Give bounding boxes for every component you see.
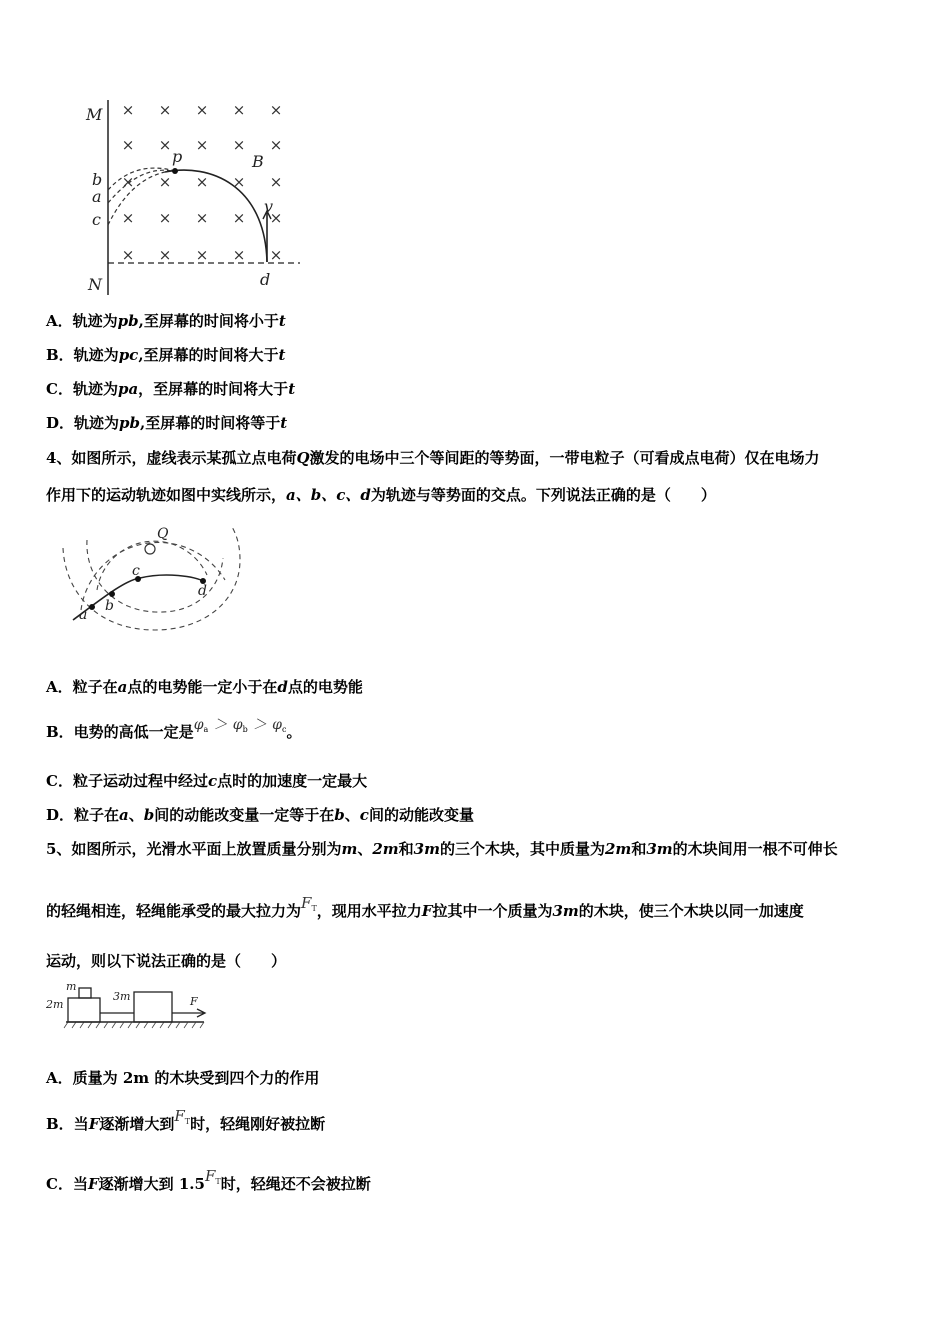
field-cross: × xyxy=(269,209,283,227)
label-m: m xyxy=(66,983,77,993)
field-cross: × xyxy=(232,173,246,191)
field-cross: × xyxy=(232,209,246,227)
q5-option-a[interactable]: A．质量为 2m 的木块受到四个力的作用 xyxy=(46,1069,320,1087)
label-3m: 3m xyxy=(113,990,131,1003)
q4-stem-line1: 4、如图所示，虚线表示某孤立点电荷Q激发的电场中三个等间距的等势面，一带电粒子（可看成点电荷）仅在电场力 xyxy=(46,449,820,467)
q4-option-c[interactable]: C．粒子运动过程中经过c点时的加速度一定最大 xyxy=(46,772,368,790)
field-cross: × xyxy=(269,101,283,119)
q3-option-c[interactable]: C．轨迹为pa，至屏幕的时间将大于t xyxy=(46,380,296,398)
label-N: N xyxy=(88,275,102,294)
field-cross: × xyxy=(158,136,172,154)
q5-stem-line2: 的轻绳相连，轻绳能承受的最大拉力为$F_T$，现用水平拉力F拉其中一个质量为3m的木块，使三个木块以同一加速度 xyxy=(46,894,804,920)
field-cross: × xyxy=(121,209,135,227)
field-cross: × xyxy=(195,209,209,227)
label-v: v xyxy=(264,197,274,216)
field-cross: × xyxy=(269,246,283,264)
q4-stem-line2: 作用下的运动轨迹如图中实线所示，a、b、c、d为轨迹与等势面的交点。下列说法正确的是（ ） xyxy=(46,486,716,504)
q3-option-b[interactable]: B．轨迹为pc,至屏幕的时间将大于t xyxy=(46,346,286,364)
label-F: F xyxy=(190,995,198,1008)
equipotential-figure xyxy=(55,520,255,640)
blocks-figure xyxy=(44,983,214,1033)
label-2m: 2m xyxy=(46,998,64,1011)
magnetic-field-figure xyxy=(80,95,305,295)
field-cross: × xyxy=(232,136,246,154)
field-cross: × xyxy=(269,136,283,154)
q4-option-d[interactable]: D．粒子在a、b间的动能改变量一定等于在b、c间的动能改变量 xyxy=(46,806,474,824)
q5-stem-line1: 5、如图所示，光滑水平面上放置质量分别为m、2m和3m的三个木块，其中质量为2m和3m的木块间用一根不可伸长 xyxy=(46,840,838,858)
field-cross: × xyxy=(158,173,172,191)
field-cross: × xyxy=(121,246,135,264)
field-cross: × xyxy=(158,101,172,119)
q3-option-d[interactable]: D．轨迹为pb,至屏幕的时间将等于t xyxy=(46,414,288,432)
label-p: p xyxy=(172,147,183,166)
label-M: M xyxy=(86,105,103,124)
field-cross: × xyxy=(269,173,283,191)
field-cross: × xyxy=(195,136,209,154)
label-a: a xyxy=(79,607,88,623)
field-cross: × xyxy=(232,246,246,264)
label-Q: Q xyxy=(157,526,169,542)
label-b: b xyxy=(92,170,103,189)
label-d: d xyxy=(260,270,271,289)
label-B: B xyxy=(252,152,264,171)
q5-option-b[interactable]: B．当F逐渐增大到$F_T$时，轻绳刚好被拉断 xyxy=(46,1107,326,1133)
q5-option-c[interactable]: C．当F逐渐增大到 $1.5F_T$时，轻绳还不会被拉断 xyxy=(46,1167,371,1193)
field-cross: × xyxy=(121,136,135,154)
field-cross: × xyxy=(195,101,209,119)
label-c: c xyxy=(132,563,140,579)
field-cross: × xyxy=(158,246,172,264)
field-cross: × xyxy=(232,101,246,119)
label-a: a xyxy=(92,187,102,206)
field-cross: × xyxy=(195,246,209,264)
label-d: d xyxy=(198,583,207,599)
field-cross: × xyxy=(195,173,209,191)
field-cross: × xyxy=(121,101,135,119)
q3-option-a[interactable]: A．轨迹为pb,至屏幕的时间将小于t xyxy=(46,312,286,330)
q4-option-a[interactable]: A．粒子在a点的电势能一定小于在d点的电势能 xyxy=(46,678,363,696)
label-b: b xyxy=(105,598,114,614)
field-cross: × xyxy=(121,173,135,191)
force-FT: $F_T$ xyxy=(301,894,317,913)
field-cross: × xyxy=(158,209,172,227)
label-c: c xyxy=(92,210,101,229)
q4-option-b[interactable]: B．电势的高低一定是$\varphi_a > \varphi_b > \varphi_c$。 xyxy=(46,717,302,741)
q5-stem-line3: 运动，则以下说法正确的是（ ） xyxy=(46,952,287,970)
